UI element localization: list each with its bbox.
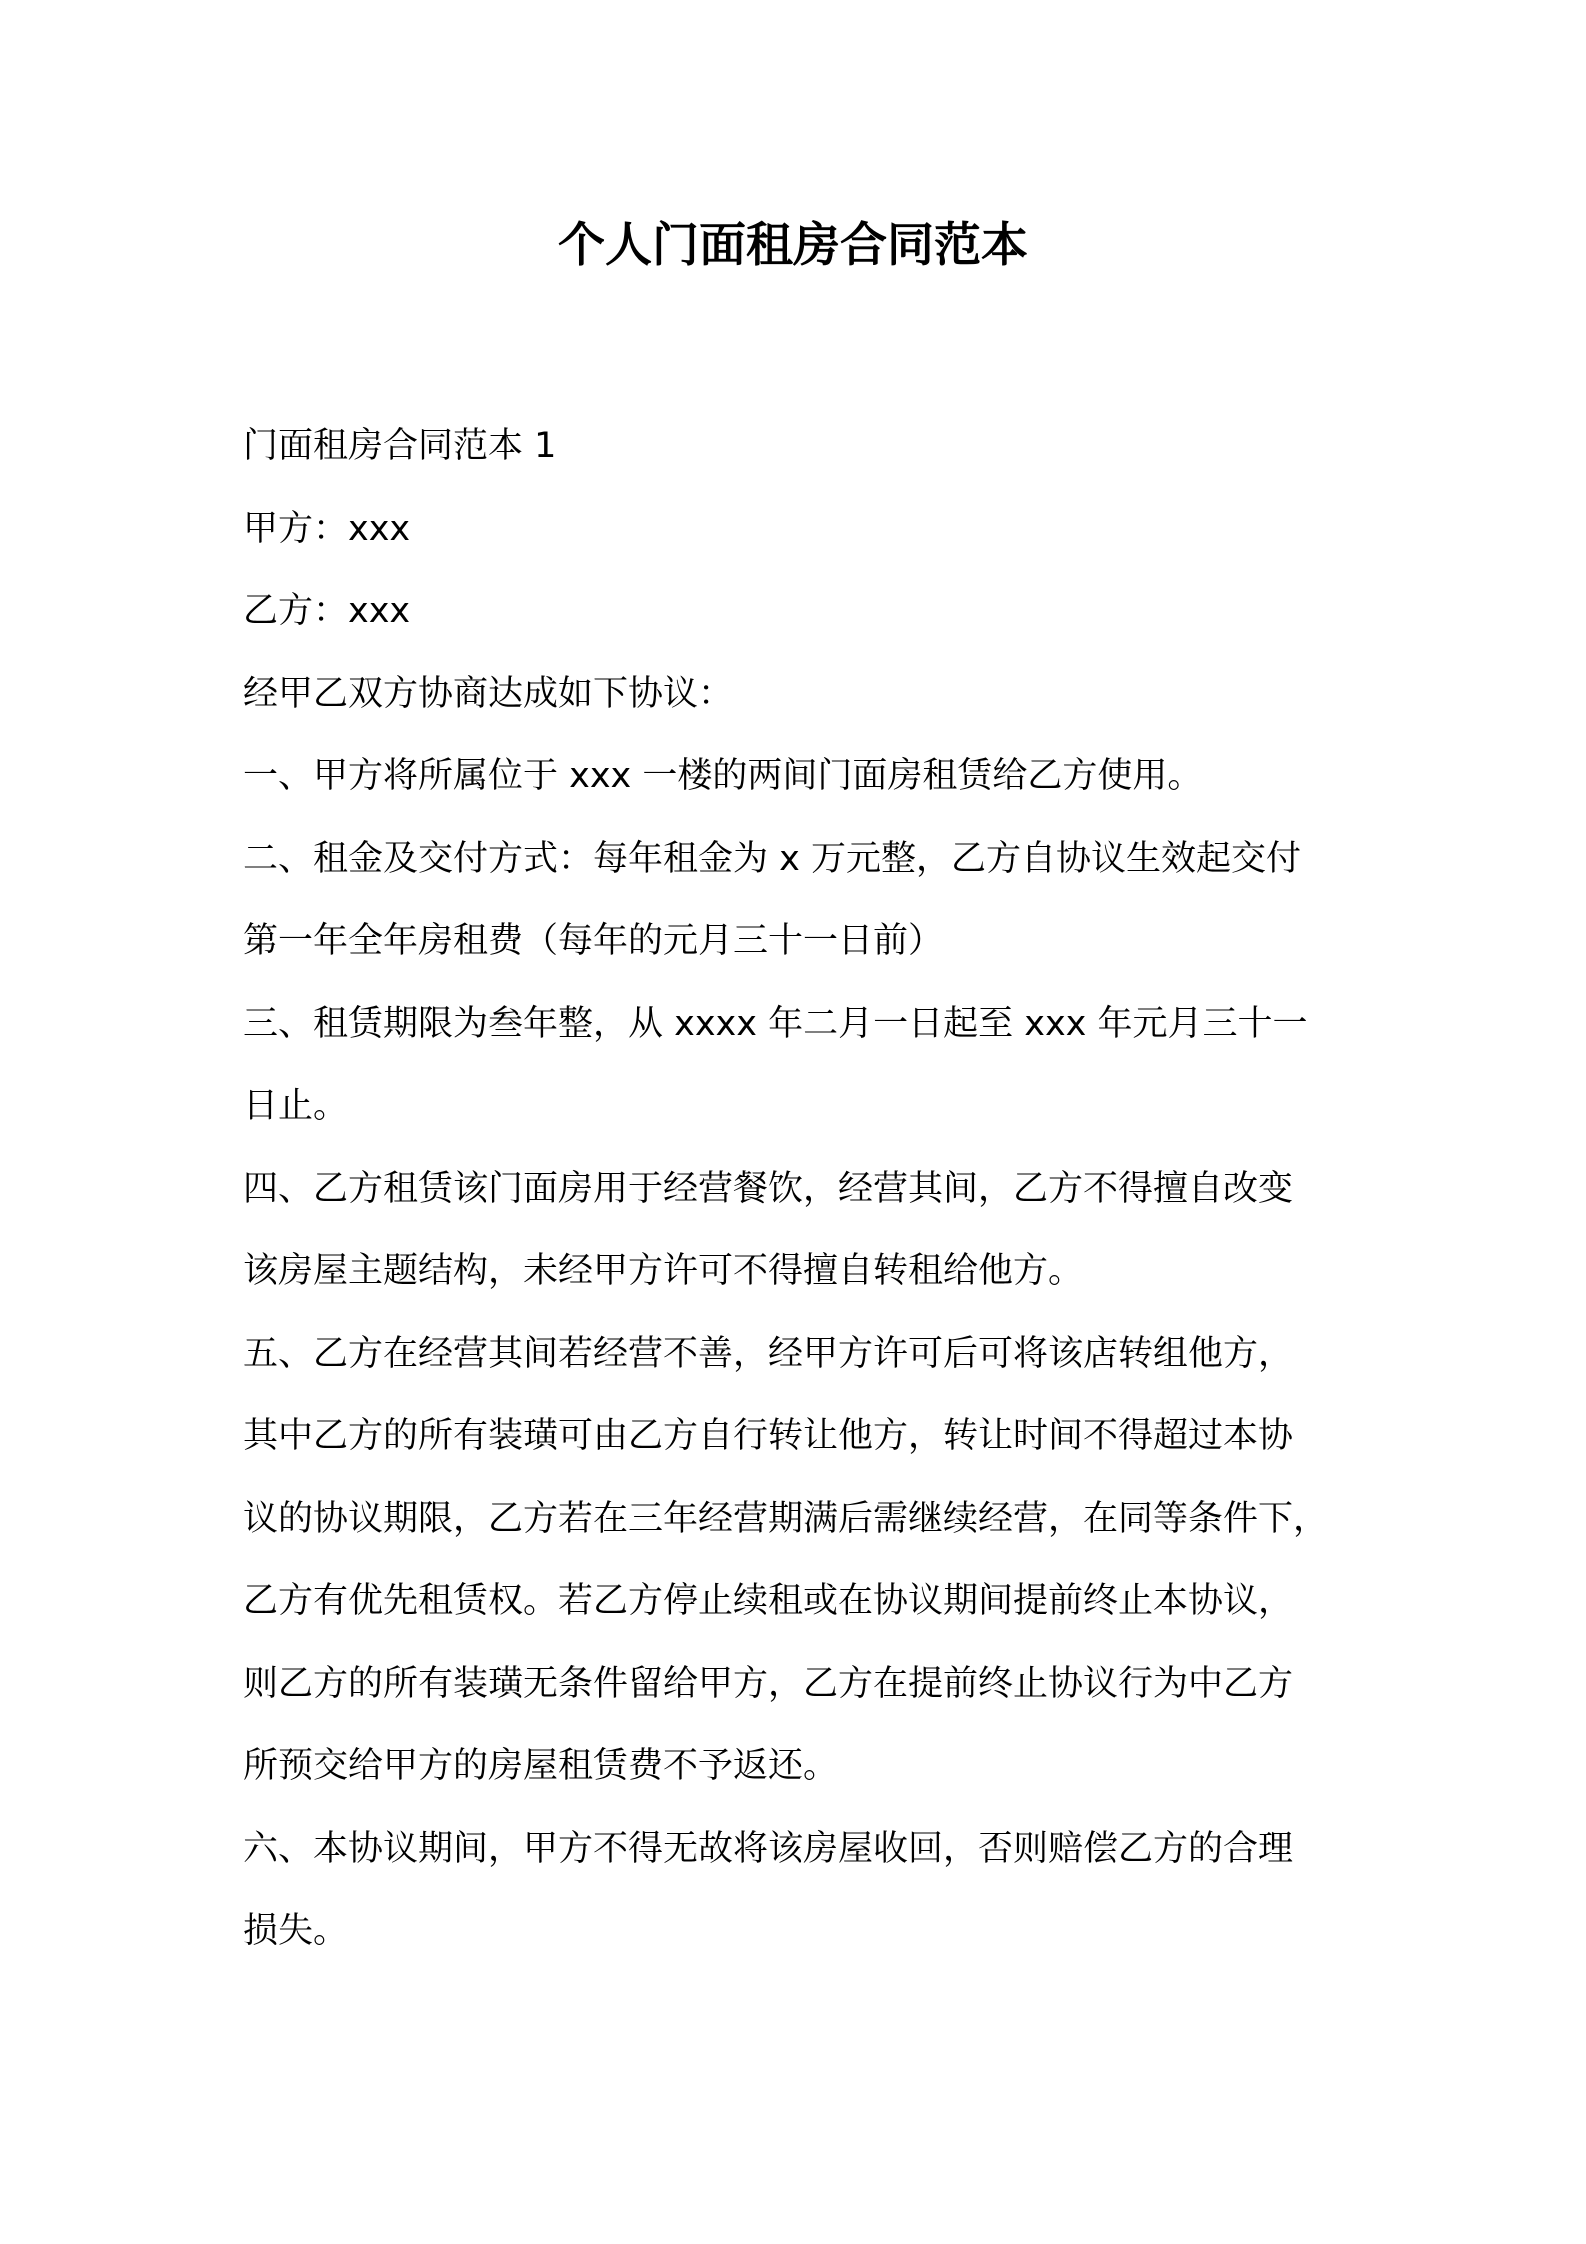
clause-4-line-1: 四、乙方租赁该门面房用于经营餐饮，经营其间，乙方不得擅自改变: [243, 1168, 1294, 1209]
clause-5-line-5: 则乙方的所有装璜无条件留给甲方，乙方在提前终止协议行为中乙方: [243, 1663, 1294, 1704]
agreement-intro: 经甲乙双方协商达成如下协议：: [243, 673, 734, 714]
party-b-line: 乙方：xxx: [243, 591, 411, 631]
clause-2-line-1: 二、租金及交付方式：每年租金为 x 万元整，乙方自协议生效起交付: [243, 838, 1301, 879]
clause-6-line-2: 损失。: [243, 1911, 349, 1951]
clause-6-line-1: 六、本协议期间，甲方不得无故将该房屋收回，否则赔偿乙方的合理: [243, 1828, 1294, 1869]
clause-3-line-1: 三、租赁期限为叁年整，从 xxxx 年二月一日起至 xxx 年元月三十一: [243, 1003, 1308, 1044]
clause-2-line-2: 第一年全年房租费（每年的元月三十一日前）: [243, 921, 944, 961]
clause-5-line-1: 五、乙方在经营其间若经营不善，经甲方许可后可将该店转组他方，: [243, 1333, 1294, 1374]
clause-3-line-2: 日止。: [243, 1086, 349, 1126]
document-title: 个人门面租房合同范本: [558, 218, 1028, 273]
party-a-line: 甲方：xxx: [243, 508, 411, 549]
clause-5-line-4: 乙方有优先租赁权。若乙方停止续租或在协议期间提前终止本协议，: [243, 1581, 1294, 1621]
document-body: [243, 405, 1363, 1973]
section-heading: 门面租房合同范本 1: [243, 426, 557, 466]
clause-4-line-2: 该房屋主题结构，未经甲方许可不得擅自转租给他方。: [243, 1251, 1084, 1291]
clause-5-line-2: 其中乙方的所有装璜可由乙方自行转让他方，转让时间不得超过本协: [243, 1416, 1294, 1456]
clause-1-line-1: 一、甲方将所属位于 xxx 一楼的两间门面房租赁给乙方使用。: [243, 756, 1203, 796]
clause-5-line-6: 所预交给甲方的房屋租赁费不予返还。: [243, 1746, 839, 1786]
clause-5-line-3: 议的协议期限，乙方若在三年经营期满后需继续经营，在同等条件下，: [243, 1498, 1329, 1539]
